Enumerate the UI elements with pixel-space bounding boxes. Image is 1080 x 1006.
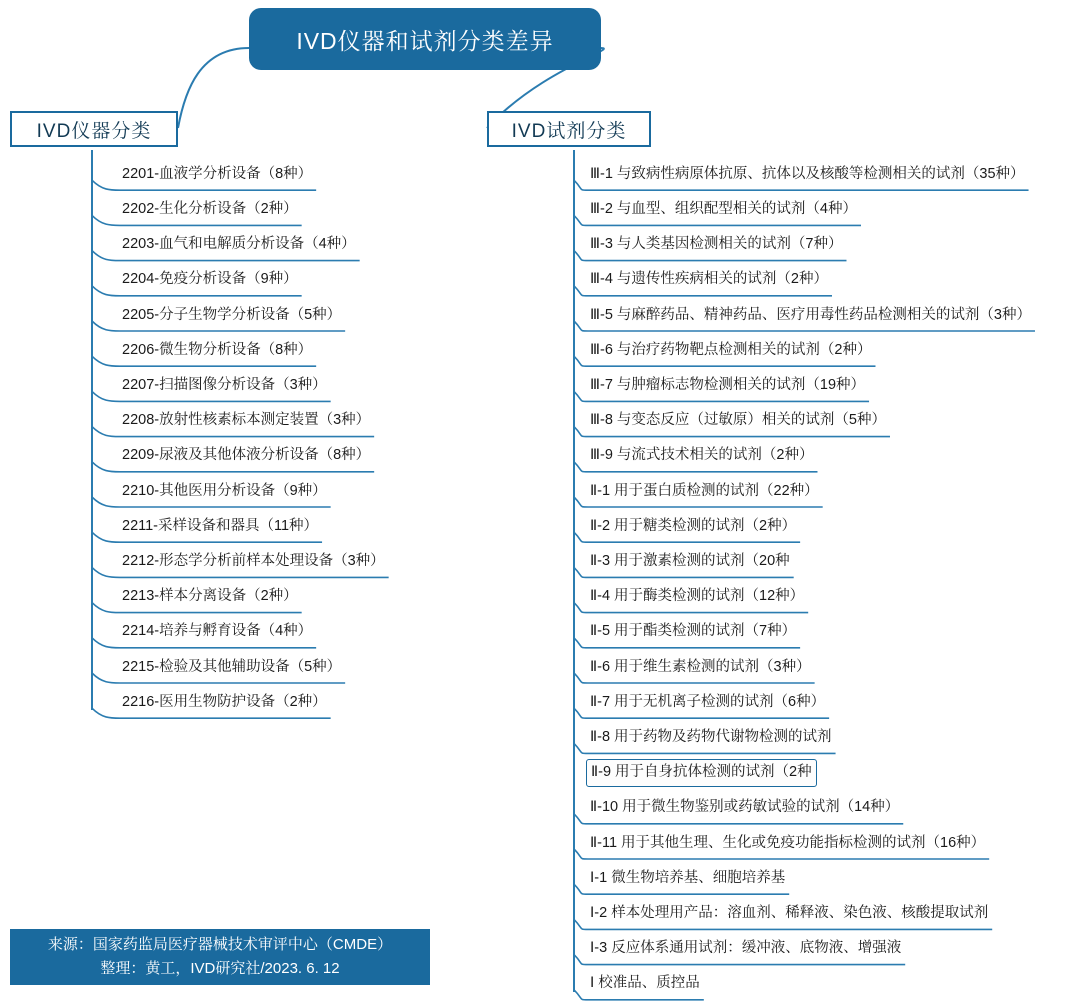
leaf-reagent-22[interactable]: [586, 900, 992, 928]
leaf-reagent-9[interactable]: [586, 443, 817, 471]
leaf-label: 2210-其他医用分析设备（9种）: [122, 482, 327, 499]
leaf-label: 2212-形态学分析前样本处理设备（3种）: [122, 552, 385, 569]
leaf-label: 2204-免疫分析设备（9种）: [122, 271, 298, 288]
leaf-reagent-23[interactable]: [586, 935, 905, 963]
leaf-instrument-3[interactable]: [118, 231, 360, 259]
leaf-label: Ⅲ-9 与流式技术相关的试剂（2种）: [590, 447, 814, 464]
leaf-instrument-9[interactable]: [118, 443, 374, 471]
source-line-1: 来源：国家药监局医疗器械技术审评中心（CMDE）: [47, 936, 393, 953]
leaf-label: 2216-医用生物防护设备（2种）: [122, 693, 327, 710]
leaf-reagent-10[interactable]: [586, 478, 823, 506]
leaf-instrument-4[interactable]: [118, 267, 302, 295]
leaf-instrument-8[interactable]: [118, 407, 374, 435]
leaf-label: 2209-尿液及其他体液分析设备（8种）: [122, 447, 371, 464]
leaf-label: Ⅲ-2 与血型、组织配型相关的试剂（4种）: [590, 200, 857, 217]
leaf-reagent-5[interactable]: [586, 302, 1035, 330]
leaf-reagent-7[interactable]: [586, 372, 869, 400]
leaf-reagent-15[interactable]: [586, 654, 815, 682]
leaf-label: 2206-微生物分析设备（8种）: [122, 341, 313, 358]
leaf-label: 2208-放射性核素标本测定装置（3种）: [122, 412, 371, 429]
leaf-instrument-16[interactable]: [118, 689, 331, 717]
leaf-label: Ⅱ-8 用于药物及药物代谢物检测的试剂: [590, 728, 832, 745]
leaf-instrument-15[interactable]: [118, 654, 345, 682]
leaf-reagent-13[interactable]: [586, 583, 808, 611]
leaf-label: 2215-检验及其他辅助设备（5种）: [122, 658, 342, 675]
leaf-label: Ⅲ-8 与变态反应（过敏原）相关的试剂（5种）: [590, 412, 886, 429]
leaf-reagent-12[interactable]: [586, 548, 794, 576]
leaf-reagent-11[interactable]: [586, 513, 800, 541]
leaf-label: 2214-培养与孵育设备（4种）: [122, 623, 313, 640]
leaf-instrument-14[interactable]: [118, 619, 316, 647]
leaf-instrument-6[interactable]: [118, 337, 316, 365]
leaf-label: 2202-生化分析设备（2种）: [122, 200, 298, 217]
leaf-instrument-10[interactable]: [118, 478, 331, 506]
leaf-label: Ⅰ 校准品、质控品: [590, 975, 700, 992]
leaf-reagent-24[interactable]: [586, 971, 704, 999]
leaf-label: Ⅱ-11 用于其他生理、生化或免疫功能指标检测的试剂（16种）: [590, 834, 986, 851]
leaf-reagent-16[interactable]: [586, 689, 829, 717]
leaf-label: Ⅱ-3 用于激素检测的试剂（20种: [590, 552, 790, 569]
leaf-label: Ⅲ-6 与治疗药物靶点检测相关的试剂（2种）: [590, 341, 872, 358]
leaf-reagent-3[interactable]: [586, 231, 846, 259]
leaf-label: Ⅲ-1 与致病性病原体抗原、抗体以及核酸等检测相关的试剂（35种）: [590, 165, 1025, 182]
leaf-label: Ⅰ-3 反应体系通用试剂：缓冲液、底物液、增强液: [590, 940, 902, 957]
leaf-label: Ⅲ-4 与遗传性疾病相关的试剂（2种）: [590, 271, 828, 288]
leaf-label: Ⅱ-2 用于糖类检测的试剂（2种）: [590, 517, 797, 534]
leaf-label: Ⅲ-3 与人类基因检测相关的试剂（7种）: [590, 236, 843, 253]
leaf-label: Ⅱ-10 用于微生物鉴别或药敏试验的试剂（14种）: [590, 799, 900, 816]
leaf-reagent-21[interactable]: [586, 865, 789, 893]
leaf-label: 2201-血液学分析设备（8种）: [122, 165, 313, 182]
leaf-label: 2203-血气和电解质分析设备（4种）: [122, 236, 356, 253]
leaf-label: Ⅱ-6 用于维生素检测的试剂（3种）: [590, 658, 811, 675]
leaf-instrument-1[interactable]: [118, 161, 316, 189]
leaf-reagent-2[interactable]: [586, 196, 861, 224]
branch-head-reagent[interactable]: IVD试剂分类: [487, 111, 651, 147]
leaf-label: Ⅱ-4 用于酶类检测的试剂（12种）: [590, 588, 805, 605]
leaf-label: 2207-扫描图像分析设备（3种）: [122, 376, 327, 393]
leaf-instrument-5[interactable]: [118, 302, 345, 330]
source-credit-box: [10, 929, 430, 985]
leaf-reagent-8[interactable]: [586, 407, 890, 435]
leaf-instrument-13[interactable]: [118, 583, 302, 611]
leaf-label: Ⅲ-5 与麻醉药品、精神药品、医疗用毒性药品检测相关的试剂（3种）: [590, 306, 1031, 323]
leaf-reagent-17[interactable]: [586, 724, 836, 752]
leaf-label: Ⅱ-1 用于蛋白质检测的试剂（22种）: [590, 482, 819, 499]
leaf-reagent-4[interactable]: [586, 267, 832, 295]
leaf-instrument-7[interactable]: [118, 372, 331, 400]
leaf-label: 2213-样本分离设备（2种）: [122, 588, 298, 605]
leaf-label: Ⅱ-7 用于无机离子检测的试剂（6种）: [590, 693, 826, 710]
leaf-reagent-1[interactable]: [586, 161, 1029, 189]
leaf-reagent-19[interactable]: [586, 795, 903, 823]
leaf-reagent-20[interactable]: [586, 830, 989, 858]
leaf-instrument-12[interactable]: [118, 548, 389, 576]
leaf-instrument-2[interactable]: [118, 196, 302, 224]
leaf-label: Ⅱ-9 用于自身抗体检测的试剂（2种: [591, 764, 812, 781]
leaf-reagent-14[interactable]: [586, 619, 800, 647]
branch-head-instrument[interactable]: IVD仪器分类: [10, 111, 178, 147]
source-line-2: 整理：黄工，IVD研究社/2023. 6. 12: [100, 960, 340, 977]
leaf-label: Ⅱ-5 用于酯类检测的试剂（7种）: [590, 623, 797, 640]
leaf-label: Ⅲ-7 与肿瘤标志物检测相关的试剂（19种）: [590, 376, 866, 393]
leaf-reagent-6[interactable]: [586, 337, 875, 365]
leaf-label: Ⅰ-2 样本处理用产品：溶血剂、稀释液、染色液、核酸提取试剂: [590, 904, 989, 921]
root-title: IVD仪器和试剂分类差异: [249, 8, 601, 70]
leaf-label: 2205-分子生物学分析设备（5种）: [122, 306, 342, 323]
leaf-label: 2211-采样设备和器具（11种）: [122, 517, 319, 534]
leaf-instrument-11[interactable]: [118, 513, 322, 541]
leaf-reagent-18[interactable]: [586, 759, 817, 787]
leaf-label: Ⅰ-1 微生物培养基、细胞培养基: [590, 869, 786, 886]
